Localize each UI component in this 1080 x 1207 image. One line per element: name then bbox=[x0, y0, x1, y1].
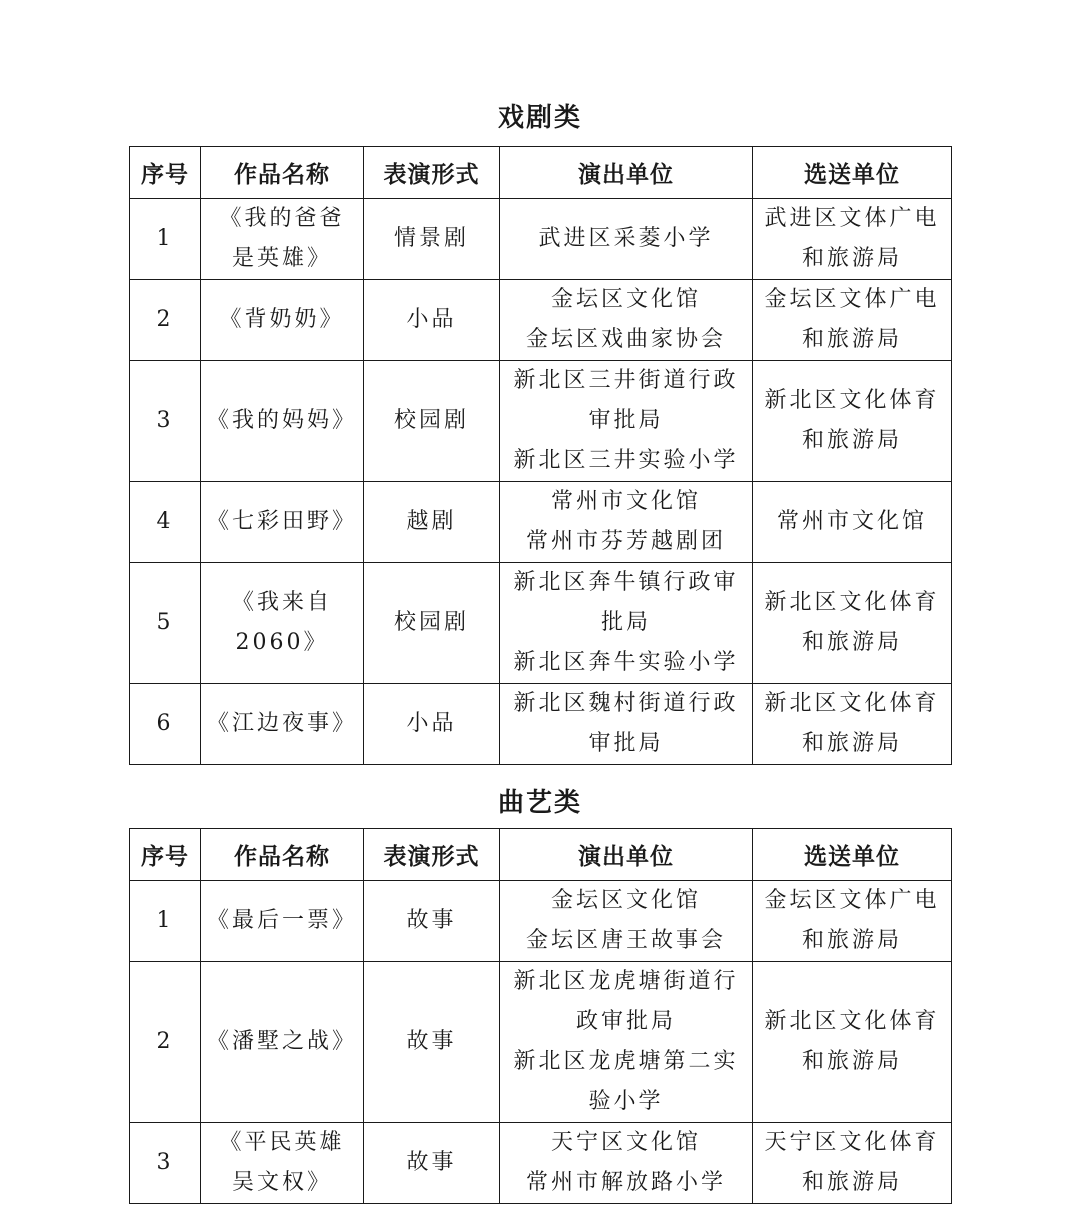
cell-submitting-unit bbox=[753, 482, 952, 563]
cell-line: 天宁区文化体育 bbox=[764, 1130, 940, 1155]
cell-line: 新北区三井街道行政 bbox=[513, 368, 739, 393]
header-performance-form: 表演形式 bbox=[364, 147, 500, 199]
cell-line: 常州市解放路小学 bbox=[525, 1170, 726, 1195]
header-submitting-unit: 选送单位 bbox=[753, 147, 952, 199]
drama-table bbox=[129, 146, 952, 765]
cell-number: 4 bbox=[130, 482, 201, 563]
cell-line: 和旅游局 bbox=[801, 428, 902, 453]
cell-line: 2060》 bbox=[235, 630, 329, 655]
cell-line: 《七彩田野》 bbox=[207, 509, 358, 534]
cell-line: 新北区奔牛实验小学 bbox=[513, 650, 739, 675]
table-row bbox=[130, 280, 952, 361]
cell-performance-form: 校园剧 bbox=[364, 361, 500, 482]
cell-performance-form: 越剧 bbox=[364, 482, 500, 563]
header-number: 序号 bbox=[130, 829, 201, 881]
cell-line: 审批局 bbox=[588, 408, 664, 433]
cell-performance-form: 校园剧 bbox=[364, 563, 500, 684]
header-number: 序号 bbox=[130, 147, 201, 199]
cell-line: 验小学 bbox=[588, 1089, 664, 1114]
table-row bbox=[130, 881, 952, 962]
cell-performing-unit bbox=[500, 962, 753, 1123]
cell-line: 《我来自 bbox=[231, 590, 332, 615]
cell-line: 和旅游局 bbox=[801, 1170, 902, 1195]
table-row bbox=[130, 563, 952, 684]
cell-line: 《潘墅之战》 bbox=[207, 1029, 358, 1054]
header-work-name: 作品名称 bbox=[201, 829, 364, 881]
cell-line: 吴文权》 bbox=[231, 1170, 332, 1195]
cell-work-name bbox=[201, 482, 364, 563]
header-performing-unit: 演出单位 bbox=[500, 147, 753, 199]
table-header-row bbox=[130, 147, 952, 199]
cell-line: 和旅游局 bbox=[801, 327, 902, 352]
cell-line: 常州市芬芳越剧团 bbox=[525, 529, 726, 554]
cell-line: 新北区魏村街道行政 bbox=[513, 691, 739, 716]
cell-work-name bbox=[201, 1123, 364, 1204]
cell-submitting-unit bbox=[753, 1123, 952, 1204]
cell-number: 5 bbox=[130, 563, 201, 684]
table-row bbox=[130, 962, 952, 1123]
cell-line: 金坛区文化馆 bbox=[550, 888, 701, 913]
cell-line: 是英雄》 bbox=[231, 246, 332, 271]
cell-performing-unit bbox=[500, 280, 753, 361]
cell-line: 常州市文化馆 bbox=[550, 489, 701, 514]
cell-line: 《我的妈妈》 bbox=[207, 408, 358, 433]
cell-line: 《我的爸爸 bbox=[219, 206, 345, 231]
cell-line: 新北区三井实验小学 bbox=[513, 448, 739, 473]
cell-submitting-unit bbox=[753, 280, 952, 361]
cell-line: 《背奶奶》 bbox=[219, 307, 345, 332]
cell-line: 新北区文化体育 bbox=[764, 590, 940, 615]
table-row bbox=[130, 684, 952, 765]
cell-line: 政审批局 bbox=[575, 1009, 676, 1034]
cell-line: 金坛区文化馆 bbox=[550, 287, 701, 312]
header-submitting-unit: 选送单位 bbox=[753, 829, 952, 881]
quyi-section-title: 曲艺类 bbox=[497, 788, 582, 818]
cell-submitting-unit bbox=[753, 684, 952, 765]
cell-line: 武进区采菱小学 bbox=[538, 226, 714, 251]
table-row bbox=[130, 1123, 952, 1204]
drama-section-title: 戏剧类 bbox=[497, 103, 582, 133]
cell-submitting-unit bbox=[753, 962, 952, 1123]
cell-line: 审批局 bbox=[588, 731, 664, 756]
cell-line: 金坛区文体广电 bbox=[764, 287, 940, 312]
cell-line: 和旅游局 bbox=[801, 928, 902, 953]
cell-performing-unit bbox=[500, 482, 753, 563]
quyi-table bbox=[129, 828, 952, 1204]
cell-line: 《最后一票》 bbox=[207, 908, 358, 933]
cell-line: 新北区龙虎塘街道行 bbox=[513, 969, 739, 994]
cell-submitting-unit bbox=[753, 361, 952, 482]
cell-performing-unit bbox=[500, 684, 753, 765]
cell-work-name bbox=[201, 881, 364, 962]
cell-number: 1 bbox=[130, 881, 201, 962]
cell-submitting-unit bbox=[753, 199, 952, 280]
cell-work-name bbox=[201, 280, 364, 361]
cell-line: 批局 bbox=[600, 610, 651, 635]
table-row bbox=[130, 361, 952, 482]
cell-number: 1 bbox=[130, 199, 201, 280]
table-row bbox=[130, 482, 952, 563]
cell-number: 3 bbox=[130, 361, 201, 482]
cell-work-name bbox=[201, 199, 364, 280]
table-row bbox=[130, 199, 952, 280]
cell-number: 3 bbox=[130, 1123, 201, 1204]
cell-work-name bbox=[201, 684, 364, 765]
cell-performance-form: 故事 bbox=[364, 1123, 500, 1204]
cell-performance-form: 情景剧 bbox=[364, 199, 500, 280]
cell-performing-unit bbox=[500, 563, 753, 684]
cell-line: 新北区文化体育 bbox=[764, 1009, 940, 1034]
cell-performing-unit bbox=[500, 1123, 753, 1204]
cell-line: 金坛区唐王故事会 bbox=[525, 928, 726, 953]
cell-line: 金坛区文体广电 bbox=[764, 888, 940, 913]
cell-submitting-unit bbox=[753, 563, 952, 684]
cell-submitting-unit bbox=[753, 881, 952, 962]
cell-line: 新北区奔牛镇行政审 bbox=[513, 570, 739, 595]
cell-line: 和旅游局 bbox=[801, 731, 902, 756]
header-performing-unit: 演出单位 bbox=[500, 829, 753, 881]
cell-line: 新北区文化体育 bbox=[764, 691, 940, 716]
cell-line: 常州市文化馆 bbox=[776, 509, 927, 534]
cell-line: 金坛区戏曲家协会 bbox=[525, 327, 726, 352]
cell-line: 和旅游局 bbox=[801, 1049, 902, 1074]
cell-performance-form: 小品 bbox=[364, 280, 500, 361]
cell-performing-unit bbox=[500, 199, 753, 280]
cell-line: 新北区龙虎塘第二实 bbox=[513, 1049, 739, 1074]
cell-number: 2 bbox=[130, 962, 201, 1123]
table-header-row bbox=[130, 829, 952, 881]
cell-line: 和旅游局 bbox=[801, 246, 902, 271]
cell-performance-form: 故事 bbox=[364, 962, 500, 1123]
cell-work-name bbox=[201, 361, 364, 482]
cell-work-name bbox=[201, 962, 364, 1123]
header-performance-form: 表演形式 bbox=[364, 829, 500, 881]
cell-line: 天宁区文化馆 bbox=[550, 1130, 701, 1155]
cell-number: 2 bbox=[130, 280, 201, 361]
cell-performance-form: 小品 bbox=[364, 684, 500, 765]
cell-number: 6 bbox=[130, 684, 201, 765]
cell-performance-form: 故事 bbox=[364, 881, 500, 962]
cell-work-name bbox=[201, 563, 364, 684]
cell-line: 《江边夜事》 bbox=[207, 711, 358, 736]
cell-line: 武进区文体广电 bbox=[764, 206, 940, 231]
cell-performing-unit bbox=[500, 881, 753, 962]
cell-performing-unit bbox=[500, 361, 753, 482]
cell-line: 和旅游局 bbox=[801, 630, 902, 655]
cell-line: 《平民英雄 bbox=[219, 1130, 345, 1155]
cell-line: 新北区文化体育 bbox=[764, 388, 940, 413]
header-work-name: 作品名称 bbox=[201, 147, 364, 199]
